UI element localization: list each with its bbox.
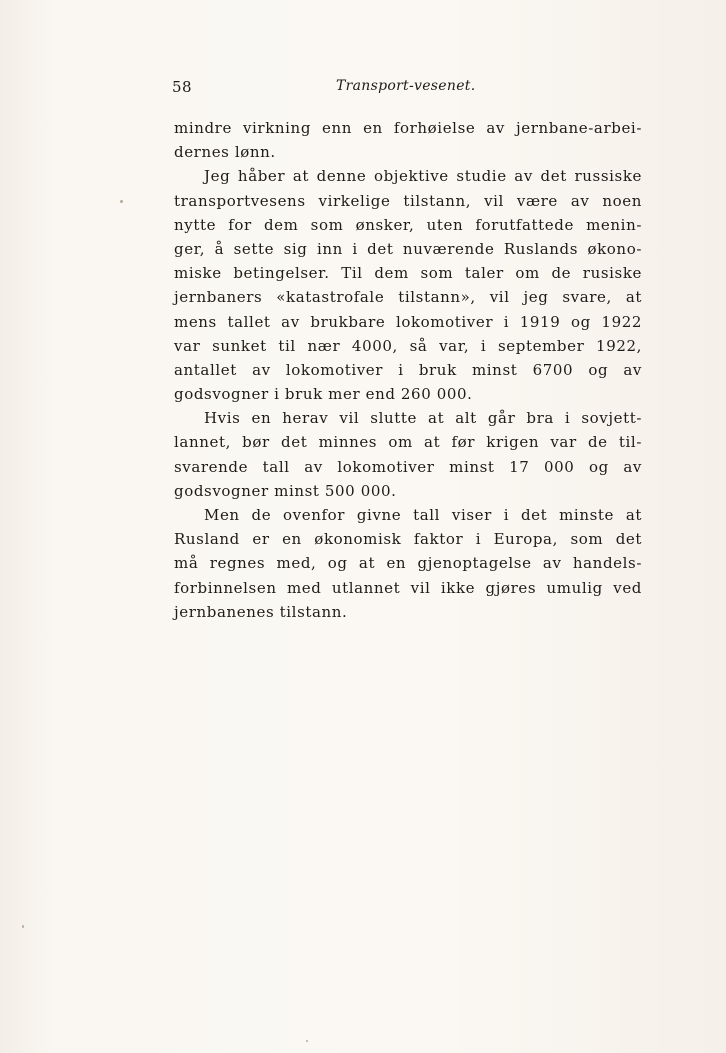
text-line: Hvis en herav vil slutte at alt går bra i sovjett-	[204, 409, 642, 428]
paper-speck	[22, 925, 24, 928]
body-text	[174, 116, 642, 624]
text-line: dernes lønn.	[174, 143, 276, 162]
text-line: godsvogner i bruk mer end 260 000.	[174, 385, 473, 404]
text-line: transportvesens virkelige tilstann, vil være av noen	[174, 191, 642, 210]
text-line: forbinnelsen med utlannet vil ikke gjøres umulig ved	[174, 578, 642, 597]
text-line: Rusland er en økonomisk faktor i Europa, som det	[174, 530, 642, 549]
text-line: antallet av lokomotiver i bruk minst 6700 og av	[174, 360, 642, 379]
text-line: ger, å sette sig inn i det nuværende Ruslands økono-	[174, 239, 642, 258]
section-title: Transport-vesenet.	[336, 78, 476, 94]
paper-speck	[306, 1040, 308, 1042]
text-line: må regnes med, og at en gjenoptagelse av handels-	[174, 554, 642, 573]
paper-speck	[120, 200, 123, 203]
text-line: nytte for dem som ønsker, uten forutfattede menin-	[174, 215, 642, 234]
running-head	[172, 78, 642, 100]
text-line: miske betingelser. Til dem som taler om de rusiske	[174, 264, 642, 283]
text-line: lannet, bør det minnes om at før krigen var de til-	[174, 433, 642, 452]
text-line: mindre virkning enn en forhøielse av jernbane-arbei-	[174, 119, 642, 137]
text-line: godsvogner minst 500 000.	[174, 481, 397, 500]
text-line: jernbaners «katastrofale tilstann», vil jeg svare, at	[174, 288, 642, 307]
text-line: Men de ovenfor givne tall viser i det minste at	[204, 506, 642, 524]
text-line: var sunket til nær 4000, så var, i september 1922,	[174, 336, 642, 355]
text-line: jernbanenes tilstann.	[174, 602, 348, 621]
page-number: 58	[172, 78, 193, 96]
text-line: mens tallet av brukbare lokomotiver i 1919 og 1922	[174, 312, 642, 331]
text-line: svarende tall av lokomotiver minst 17 000 og av	[174, 457, 642, 476]
text-line: Jeg håber at denne objektive studie av det russiske	[204, 167, 642, 186]
